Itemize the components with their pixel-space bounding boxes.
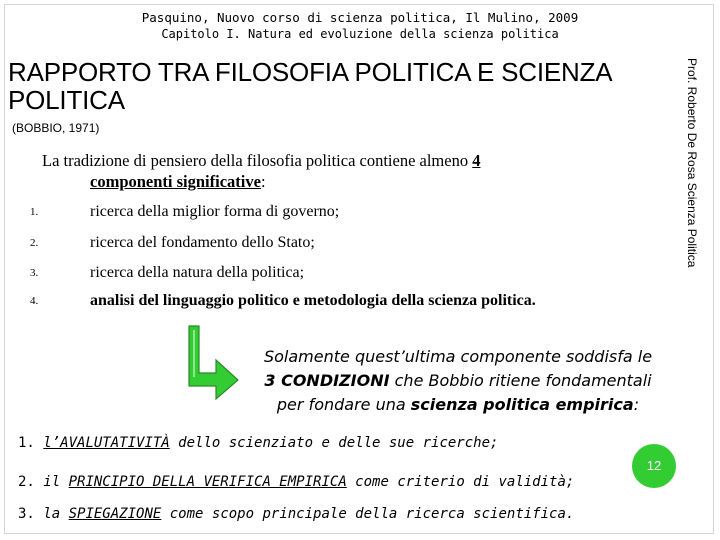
condition-term: l’AVALUTATIVITÀ [43, 435, 170, 451]
callout-line-3 [196, 393, 720, 417]
callout-line-1: Solamente quest’ultima componente soddisfa le [263, 347, 653, 366]
condition-rest: come scopo principale della ricerca scientifica. [161, 506, 575, 522]
condition-term: SPIEGAZIONE [68, 506, 162, 522]
callout-text [196, 345, 720, 417]
list-item-text: analisi del linguaggio politico e metodologia della scienza politica. [90, 292, 536, 309]
list-item-text: ricerca del fondamento dello Stato; [90, 234, 315, 251]
callout-line-2 [196, 369, 720, 393]
page-number-badge: 12 [632, 444, 676, 488]
intro-text: La tradizione di pensiero della filosofia politica contiene almeno [42, 151, 473, 170]
list-item-number: 2. [30, 237, 39, 249]
condition-item [18, 435, 498, 451]
intro-highlight: componenti significative [90, 172, 261, 191]
condition-pre: il [43, 474, 69, 490]
callout-line-3-pre: per fondare una [276, 395, 411, 414]
intro-line-1 [42, 150, 642, 171]
list-item-number: 4. [30, 295, 39, 307]
intro-line-2 [42, 171, 642, 192]
condition-pre: la [43, 506, 69, 522]
intro-paragraph [42, 150, 642, 192]
callout-line-3-post: : [633, 395, 640, 414]
list-item-number: 1. [30, 206, 39, 218]
condition-term: PRINCIPIO DELLA VERIFICA EMPIRICA [68, 474, 347, 490]
list-item-number: 3. [30, 267, 39, 279]
callout-line-2-rest: che Bobbio ritiene fondamentali [389, 371, 652, 390]
list-item-text: ricerca della natura della politica; [90, 264, 305, 281]
intro-number: 4 [472, 151, 481, 170]
side-author-text: Prof. Roberto De Rosa Scienza Politica [685, 58, 699, 268]
list-item-text: ricerca della miglior forma di governo; [90, 203, 340, 220]
condition-number: 1. [18, 435, 35, 451]
condition-rest: come criterio di validità; [346, 474, 575, 490]
condition-item [18, 474, 574, 490]
slide-title: RAPPORTO TRA FILOSOFIA POLITICA E SCIENZA POLITICA [8, 57, 611, 115]
condition-number: 2. [18, 474, 35, 490]
side-author-label [684, 48, 700, 278]
callout-empirical: scienza politica empirica [410, 395, 634, 414]
header-chapter: Capitolo I. Natura ed evoluzione della scienza politica [161, 27, 559, 41]
condition-number: 3. [18, 506, 35, 522]
condition-rest: dello scienziato e delle sue ricerche; [169, 435, 499, 451]
intro-colon: : [260, 172, 266, 191]
header-reference: Pasquino, Nuovo corso di scienza politica, Il Mulino, 2009 [141, 10, 579, 25]
condition-item [18, 506, 574, 522]
slide-subtitle: (BOBBIO, 1971) [12, 121, 100, 135]
callout-conditions: 3 CONDIZIONI [264, 371, 390, 390]
